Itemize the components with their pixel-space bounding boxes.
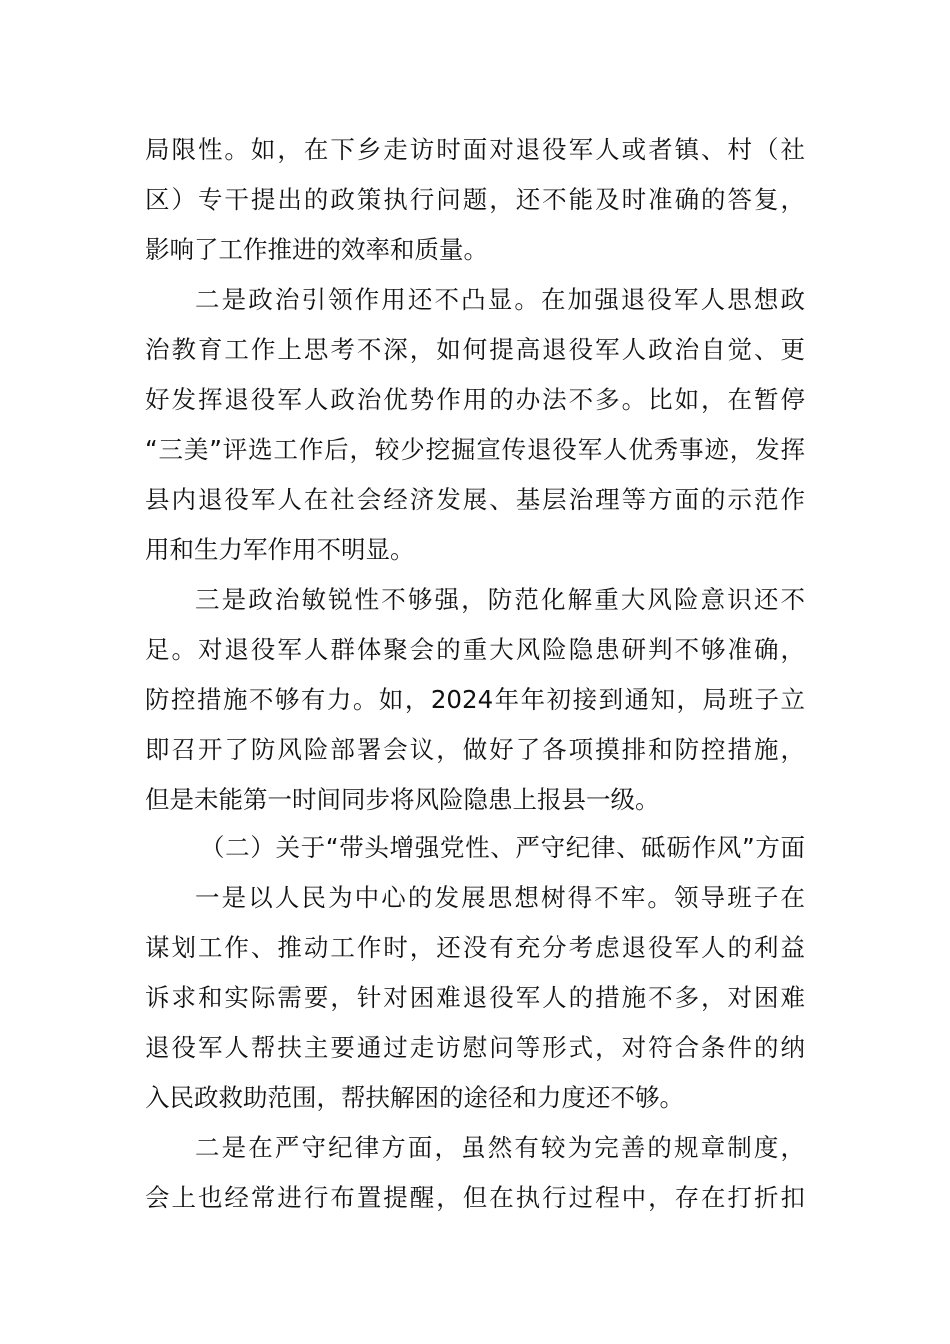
- text-line: 区）专干提出的政策执行问题，还不能及时准确的答复，: [145, 185, 805, 214]
- text-line: 入民政救助范围，帮扶解困的途径和力度还不够。: [145, 1083, 684, 1112]
- text-line: 好发挥退役军人政治优势作用的办法不多。比如，在暂停: [145, 385, 805, 414]
- text-line: 用和生力军作用不明显。: [145, 535, 415, 564]
- text-line: 会上也经常进行布置提醒，但在执行过程中，存在打折扣: [145, 1183, 805, 1212]
- paragraph-first-line: 二是在严守纪律方面，虽然有较为完善的规章制度，: [195, 1133, 805, 1162]
- text-line: 退役军人帮扶主要通过走访慰问等形式，对符合条件的纳: [145, 1033, 805, 1062]
- text-line: 诉求和实际需要，针对困难退役军人的措施不多，对困难: [145, 983, 805, 1012]
- paragraph-first-line: 二是政治引领作用还不凸显。在加强退役军人思想政: [195, 285, 805, 314]
- text-line: 治教育工作上思考不深，如何提高退役军人政治自觉、更: [145, 335, 805, 364]
- text-line: 影响了工作推进的效率和质量。: [145, 235, 488, 264]
- text-line: 谋划工作、推动工作时，还没有充分考虑退役军人的利益: [145, 933, 805, 962]
- paragraph-first-line: 三是政治敏锐性不够强，防范化解重大风险意识还不: [195, 585, 805, 614]
- paragraph-first-line: 一是以人民为中心的发展思想树得不牢。领导班子在: [195, 883, 805, 912]
- text-line: 但是未能第一时间同步将风险隐患上报县一级。: [145, 785, 660, 814]
- text-line: 县内退役军人在社会经济发展、基层治理等方面的示范作: [145, 485, 805, 514]
- text-line: 即召开了防风险部署会议，做好了各项摸排和防控措施，: [145, 735, 805, 764]
- text-line: 足。对退役军人群体聚会的重大风险隐患研判不够准确，: [145, 635, 805, 664]
- text-line: 局限性。如，在下乡走访时面对退役军人或者镇、村（社: [145, 135, 805, 164]
- section-heading: （二）关于“带头增强党性、严守纪律、砥砺作风”方面: [200, 833, 805, 862]
- text-line: “三美”评选工作后，较少挖掘宣传退役军人优秀事迹，发挥: [145, 435, 805, 464]
- text-line: 防控措施不够有力。如，2024年年初接到通知，局班子立: [145, 685, 805, 714]
